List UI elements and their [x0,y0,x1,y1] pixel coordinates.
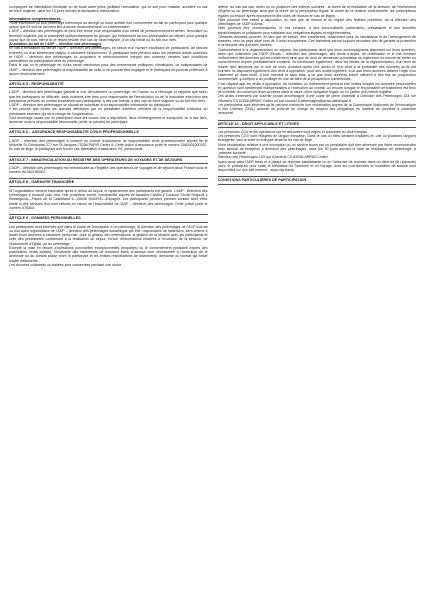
article-6-paragraph: En cas de litige, le participant doit fournir une attestation d'assurance RC personnelle. [9,147,144,152]
article-10-paragraph: Les présentes CGV sont rédigées en langue française. Dans le cas où elles seraient traduites en une ou plusieurs langues étrangères, seul le texte en français ferait foi en cas de litige. [217,134,416,143]
article-9-continued-paragraph: Certaines données peuvent, en tant que de besoin, être transférées, notamment pour de l'assistance et de l'hébergement de données, vers un pays situé hors de l'Union européenne. Ces transferts seront toujours encadrés afin de garantir la protection et la sécurité des données traitées. [217,34,416,48]
info-comp-heading: Informations complémentaires [9,16,61,21]
article-6-heading: ARTICLE 6 – ASSURANCE RESPONSABILITÉ CIVILE PROFESSIONNELLE [9,128,208,136]
article-9-heading: ARTICLE 9 - DONNÉES PERSONNELLES [9,214,208,222]
article-10-paragraph: Direction des Pèlerinages 103 rue d'Amiens CS 62008-ARRAS Cedex. [217,155,329,160]
article-7-paragraph: L'ADP – direction des pèlerinages est immatriculée au Registre des opérateurs de voyages et de séjours Atout France sous le numéro IM 062190003. [9,165,208,175]
intro-paragraph: compagnée de l'attestation médicale ou de toute autre pièce justifiant l'annulation, qui ce soit pour maladie, accident ou cas de force majeure, dans les 10 jours suivant la déclaration d'annulation. [9,5,208,14]
article-10-paragraph: Les présentes CGV et les opérations qui en découlent sont régies et soumises au droit français. [217,129,368,134]
article-7-heading: ARTICLE 7 : IMMATRICULATION AU REGISTRE DES OPÉRATEURS DE VOYAGES ET DE SÉJOURS [9,156,208,164]
article-10-heading: ARTICLE 10 - DROIT APPLICABLE ET LITIGES [218,120,417,128]
article-9-continued-paragraph: Les participants sont informés qu'ils peuvent introduire une réclamation auprès de la Commission Nationale de l'Informatique et des Libertés (CNIL) autorité de contrôle en charge du respect des obligations en matière de données à caractère personnel. [217,102,416,116]
article-10-paragraph: Après avoir saisi l'ADP Arras et à défaut de réponse satisfaisante ou en l'absence de réponse dans un délai de 60 (soixante) jours, le participant pour saisir le Médiateur du Tourisme et du Voyage, dont les coordonnées et modalités de saisine sont disponibles sur son site internet : www.mtv.travel. [217,159,416,173]
right-column [218,5,417,593]
article-9-paragraph: Les données collectées ou traitées sont conservées pendant une durée [9,262,122,267]
article-5-paragraph: L'ADP - direction des pèlerinages garantit le bon déroulement du pèlerinage, en France ou à l'étranger et rappelle que selon que les participants en difficulté, sans toutefois être tenu pour responsable de l'inexécution ou de la mauvaise exécution des prestations prévues au contrat imputables aux participants, à des cas fortuits, à des cas de force majeure ou du fait d'un tiers. [9,90,208,103]
article-9-paragraph: Excepté la mise en œuvre d'opérations ponctuelles exceptionnelles (enquêtes) où le consentement préalable exprès des participants serait sollicité, l'ensemble des traitements de données listés ci-dessus sont nécessaires à l'exécution de la demande ou du contrat passé entre le participant et les entités responsables de traitements, demande ou contrat qui fonde lesdits traitements. [9,245,208,263]
article-5-paragraph: Il est précisé que toutes les activités défrayées par un prestataire extérieur relèvent de la responsabilité exclusive du prestataire extérieur qui en a charge de l'organisation. [9,107,208,116]
conditions-particulieres-heading: CONDITIONS PARTICULIÈRES DE PARTICIPATION [218,176,417,184]
annulation-heading: Annulation du fait de l'ADP – direction des pèlerinages [9,42,102,46]
info-comp-paragraph: L'ADP – direction des pèlerinages ne peut être tenue pour responsable d'un retard de préacheminement aérien, ferroviaire ou terrestre organisé par le participant indépendamment du groupe, qui entraînerait sa non-présentation au départ, pour quelque cause que ce soit, même si ce retard résulte d'un cas de force majeure, d'un cas fortuit ou du fait d'un tiers. [9,29,208,42]
article-8-heading: ARTICLE 8 - GARANTIE FINANCIÈRE [9,178,208,186]
annulation-paragraph: Dans le cas où le pèlerinage en cours serait interrompu pour des événements politiques, climatiques, ou indépendants de l'ADP – direction des pèlerinages la responsabilité de celle-ci ne pourrait être engagée et le participant ne pourrait prétendre à aucun remboursement. [9,63,208,76]
annulation-paragraph: En cas d'annulation du fait de l'ADP – direction des pèlerinages, en raison d'un nombre insuffisant de participants, de raisons externes ou d'un événement majeur à caractère exceptionnel, le participant sera prévenu dans les meilleurs délais possibles et l'ADP – direction des pèlerinages lui proposera le remboursement intégral des sommes versées sauf conditions particulières de participation liées au pèlerinage. [9,46,208,63]
article-9-continued-paragraph: définie, au cas par cas, selon un ou plusieurs des critères suivants : la durée de la réalisation de la session, de l'événement d'Eglise ou du pèlerinage ainsi que la durée de la prescription légale, la durée de la relation contractuelle, les prescriptions légales ou encore après épuisement des voies de recours en cas de litiges. [217,5,416,18]
article-9-continued-paragraph: Elles pourront être communiquées, le cas échéant, à des sous-traitants, partenaires, prestataires et aux autorités administratives et judiciaires pour satisfaire aux obligations légales et réglementaires. [217,26,416,35]
article-6-paragraph: L'ADP – direction des pèlerinages a souscrit un contrat d'assurance de responsabilité civile professionnelle auprès de la Mutuelle St Christophe-277 rue St Jacques-75256 PARIS Cedex 5. Cette police d'assurance porte le numéro 2082001000287. [9,138,208,148]
article-9-paragraph: Les participants sont informés que dans le cadre de l'inscription à un pèlerinage, la direction des pèlerinages de l'ADP d'Arras ou tout autre organisateur de l'ADP – direction des pèlerinages subdélégué par elle, responsable de traitement, sera amené à traiter leurs données à caractère personnel, pour la gestion des réservations, la gestion de la relation avec les participants et celle des prestataires contribuant à la réalisation du séjour, l'envoi d'informations relatives à l'évolution de la session, de l'événement d'Eglise, ou du pèlerinage. [9,224,208,246]
info-comp-paragraph: Toute inscription ou tout pèlerinage interrompu ou abrégé ou toute activité non consommée du fait du participant pour quelque raison que ce soit ne donnera lieu à aucun remboursement ou indemnisation. [9,20,208,29]
article-5-paragraph: Tout dommage causé par un participant dans les locaux mis à disposition, lieux d'hébergement et transports, ou à des tiers, demeure sous la responsabilité personnelle (civile ou pénale) du participant. [9,115,208,125]
left-column [9,5,208,593]
article-5-paragraph: L'ADP – direction des pèlerinages se saurait se substituer à la responsabilité individuelle du participant. [9,103,172,108]
article-10-paragraph: Toute réclamation relative à une inscription ou un service fourni par un prestataire doit être adressée par lettre recommandée avec accusé de réception à direction des pèlerinages, dans les 30 jours suivant la date de réalisation du pèlerinage, à l'adresse suivante : [217,142,416,156]
article-5-heading: ARTICLE 5 - RESPONSABILITÉ [9,80,208,88]
article-9-continued-paragraph: Conformément à la réglementation en vigueur, les participants ainsi que leurs accompagnants disposent sur leurs données, telles que collectées par l'ADP d'Arras – direction des pèlerinages, des droits d'accès, de rectification et le cas échéant d'effacement des données qui les concernent ainsi que du droit de demander la limitation du traitement ou encore de retirer un consentement exprès préalablement consenti. Ils bénéficient également, dans les limites de la réglementation, d'un droit de donner des directives sur le sort de leurs données après leur décès et d'un droit à la portabilité des données qu'ils ont fournies. Ils disposent également d'un droit d'opposition, pour des motifs légitimes, à ce que leurs données fassent l'objet d'un traitement et, sans motif, à tout moment et sans frais, à ce que leurs données soient utilisées à des fins de prospection commerciale, y compris à du profilage en vue de faire de la prospection commerciale. [217,47,416,82]
article-8-paragraph: Si l'organisateur devient insolvable après le début du séjour, le rapatriement des participants est garanti. L'ADP - Direction des pèlerinages a souscrit pour cela, une protection contre l'insolvabilité auprès de Atradius Crédito y Caución SA de Seguros y Reaseguros—Paseo de la Castellana 4—28046 MADRID—Espagne. Les participants peuvent prendre contact avec cette entité si des services leur sont refusés en raison de l'insolvabilité de l'ADP – direction des pèlerinages. Cette police porte le numéro 578340. [9,188,208,210]
article-9-continued-paragraph: Il est rappelé que les droits d'opposition, de limitation ou d'effacement peuvent être limités lorsque les données personnelles en question sont strictement indispensables à l'exécution du contrat, ou encore lorsque le responsable de traitement est tenu de collecter ou conserver leurs données dans le cadre d'une obligation légale ou s'il justifie d'un intérêt légitime. [217,81,416,94]
article-9-continued-paragraph: Elles pourront être mises à disposition, en tant que de besoin et au regard des finalités précitées, de la direction des pèlerinages de l'ADP d'Arras. [217,17,416,26]
article-9-continued-paragraph: Ces droits s'exercent par courrier postal accompagné d'une copie de pièce d'identité à Direction des Pèlerinages 103 rue d'Amiens CS 62008 ARRAS Cedex ou par courriel à pelerinages@arras.catholique.fr [217,94,416,103]
